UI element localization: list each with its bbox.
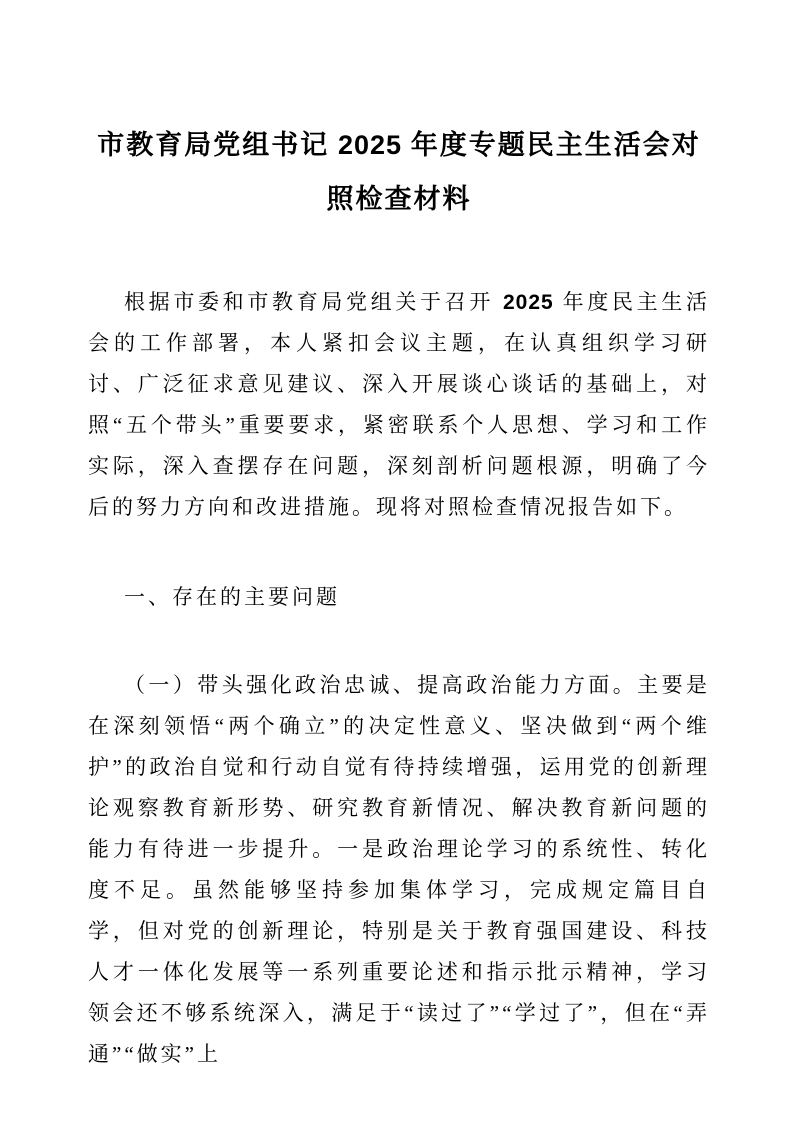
subsection-paragraph: （一）带头强化政治忠诚、提高政治能力方面。主要是在深刻领悟“两个确立”的决定性意义、坚决做到“两个维护”的政治自觉和行动自觉有待持续增强，运用党的创新理论观察教育新形势、研究教育新情况、解决教育新问题的能力有待进一步提升。一是政治理论学习的系统性、转化度不足。虽然能够坚持参加集体学习，完成规定篇目自学，但对党的创新理论，特别是关于教育强国建设、科技人才一体化发展等一系列重要论述和指示批示精神，学习领会还不够系统深入，满足于“读过了”“学过了”，但在“弄通”“做实”上: [88, 673, 710, 1066]
document-title: 市教育局党组书记 2025 年度专题民主生活会对照检查材料: [97, 130, 701, 214]
intro-paragraph: 根据市委和市教育局党组关于召开 2025 年度民主生活会的工作部署，本人紧扣会议主题，在认真组织学习研讨、广泛征求意见建议、深入开展谈心谈话的基础上，对照“五个带头”重要要求，紧密联系个人思想、学习和工作实际，深入查摆存在问题，深刻剖析问题根源，明确了今后的努力方向和改进措施。现将对照检查情况报告如下。: [88, 290, 710, 519]
section-heading: 一、存在的主要问题: [124, 585, 340, 609]
